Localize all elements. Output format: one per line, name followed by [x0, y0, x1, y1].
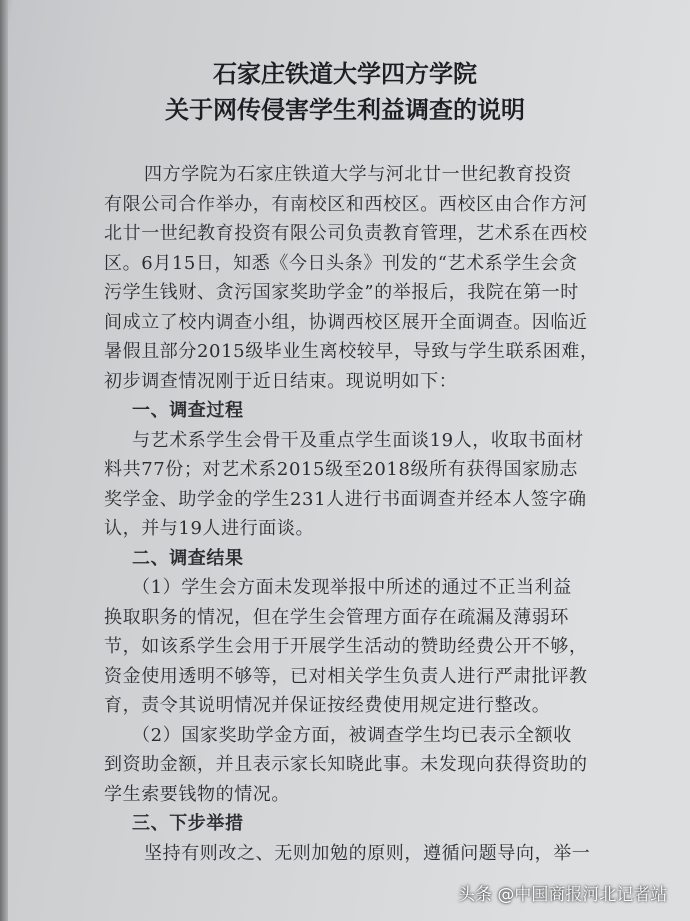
section-1-line: 料共77份；对艺术系2015级至2018级所有获得国家励志 [104, 459, 578, 480]
section-3-heading: 三、下步举措 [132, 813, 244, 834]
intro-line: 有限公司合作举办，有南校区和西校区。西校区由合作方河 [104, 193, 588, 215]
section-2-p1-line: （1）学生会方面未发现举报中所述的通过不正当利益 [132, 577, 572, 598]
section-2-p1-line: 资金使用透明不够等，已对相关学生负责人进行严肃批评教 [104, 665, 588, 687]
intro-line: 初步调查情况刚于近日结束。现说明如下： [104, 370, 458, 392]
intro-line: 区。6月15日，知悉《今日头条》刊发的“艺术系学生会贪 [104, 252, 578, 274]
section-1-heading: 一、调查过程 [132, 400, 244, 421]
document-body [104, 160, 619, 868]
section-2-p2-line: （2）国家奖助学金方面，被调查学生均已表示全额收 [132, 724, 572, 746]
section-3-line: 坚持有则改之、无则加勉的原则，遵循问题导向，举一 [144, 842, 591, 864]
intro-line: 北廿一世纪教育投资有限公司负责教育管理，艺术系在西校 [104, 223, 588, 244]
intro-line: 暑假且部分2015级毕业生离校较早，导致与学生联系困难， [104, 341, 599, 362]
section-2-p1-line: 换取职务的情况，但在学生会管理方面存在疏漏及薄弱环 [104, 606, 569, 628]
section-2-p1-line: 育，责令其说明情况并保证按经费使用规定进行整改。 [104, 695, 551, 716]
intro-line: 间成立了校内调查小组，协调西校区展开全面调查。因临近 [104, 311, 588, 333]
section-1-line: 认，并与19人进行面谈。 [104, 518, 315, 539]
watermark: 头条 @中国商报河北记者站 [458, 885, 668, 905]
section-1-line: 奖学金、助学金的学生231人进行书面调查并经本人签字确 [104, 488, 587, 510]
page-edge [0, 0, 8, 921]
section-2-p2-line: 学生索要钱物的情况。 [104, 783, 290, 805]
section-2-p1-line: 节，如该系学生会用于开展学生活动的赞助经费公开不够， [104, 636, 588, 657]
section-2-heading: 二、调查结果 [132, 547, 244, 569]
section-1-line: 与艺术系学生会骨干及重点学生面谈19人，收取书面材 [132, 429, 584, 451]
document-title-line-1: 石家庄铁道大学四方学院 [213, 60, 477, 88]
section-2-p2-line: 到资助金额，并且表示家长知晓此事。未发现向获得资助的 [104, 754, 588, 775]
intro-line: 污学生钱财、贪污国家奖助学金”的举报后，我院在第一时 [104, 282, 579, 303]
intro-line: 四方学院为石家庄铁道大学与河北廿一世纪教育投资 [144, 164, 572, 185]
document-title-line-2: 关于网传侵害学生利益调查的说明 [165, 96, 525, 124]
